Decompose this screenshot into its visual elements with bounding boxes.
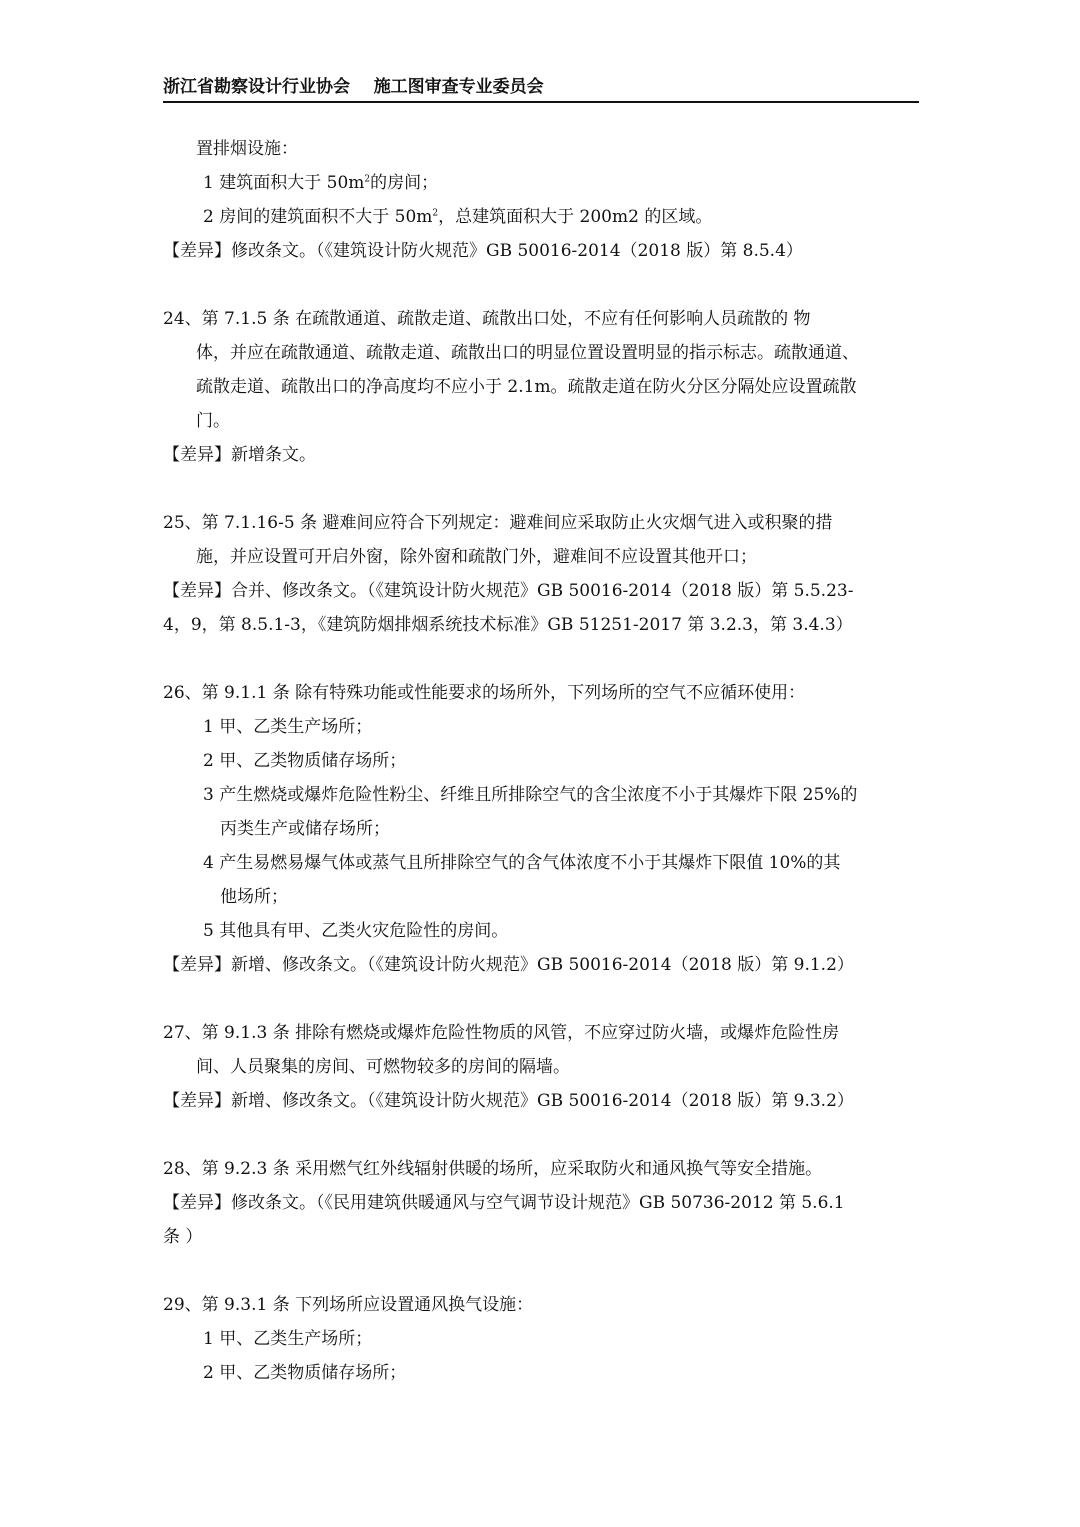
difference-note: 【差异】新增、修改条文。（《建筑设计防火规范》GB 50016-2014（2018 版）第 9.1.2） <box>163 955 854 975</box>
list-item: 2 甲、乙类物质储存场所； <box>203 1363 407 1383</box>
list-item: 4 产生易燃易爆气体或蒸气且所排除空气的含气体浓度不小于其爆炸下限值 10%的其 <box>203 853 841 873</box>
difference-note: 【差异】修改条文。（《建筑设计防火规范》GB 50016-2014（2018 版）第 8.5.4） <box>163 241 803 261</box>
text-line: 间、人员聚集的房间、可燃物较多的房间的隔墙。 <box>196 1057 570 1077</box>
list-item: 2 甲、乙类物质储存场所； <box>203 751 407 771</box>
difference-note: 【差异】合并、修改条文。（《建筑设计防火规范》GB 50016-2014（2018 版）第 5.5.23- <box>163 581 854 601</box>
text-line: 门。 <box>196 411 230 431</box>
list-item: 1 甲、乙类生产场所； <box>203 1329 373 1349</box>
list-item: 3 产生燃烧或爆炸危险性粉尘、纤维且所排除空气的含尘浓度不小于其爆炸下限 25%的 <box>203 785 858 805</box>
difference-label: 【差异】 <box>163 241 231 261</box>
text-line: 4，9，第 8.5.1-3，《建筑防烟排烟系统技术标准》GB 51251-2017 第 3.2.3，第 3.4.3） <box>163 615 853 635</box>
header-org: 浙江省勘察设计行业协会 <box>163 77 350 97</box>
list-item: 1 甲、乙类生产场所； <box>203 717 373 737</box>
clause-heading: 29、第 9.3.1 条 下列场所应设置通风换气设施： <box>163 1295 534 1315</box>
text-line: 体，并应在疏散通道、疏散走道、疏散出口的明显位置设置明显的指示标志。疏散通道、 <box>196 343 859 363</box>
text-line: 条 ） <box>163 1227 203 1247</box>
text-line: 他场所； <box>220 887 288 907</box>
difference-label: 【差异】 <box>163 1193 231 1213</box>
list-item: 5 其他具有甲、乙类火灾危险性的房间。 <box>203 921 509 941</box>
difference-note: 【差异】新增条文。 <box>163 445 316 465</box>
header-committee: 施工图审查专业委员会 <box>373 77 544 97</box>
clause-heading: 27、第 9.1.3 条 排除有燃烧或爆炸危险性物质的风管，不应穿过防火墙，或爆炸危险性房 <box>163 1023 840 1043</box>
page-header <box>163 76 919 103</box>
difference-note: 【差异】修改条文。（《民用建筑供暖通风与空气调节设计规范》GB 50736-2012 第 5.6.1 <box>163 1193 845 1213</box>
difference-label: 【差异】 <box>163 581 231 601</box>
text-line: 丙类生产或储存场所； <box>220 819 390 839</box>
clause-heading: 26、第 9.1.1 条 除有特殊功能或性能要求的场所外，下列场所的空气不应循环使用： <box>163 683 806 703</box>
difference-label: 【差异】 <box>163 445 231 465</box>
text-line: 疏散走道、疏散出口的净高度均不应小于 2.1m。疏散走道在防火分区分隔处应设置疏散 <box>196 377 857 397</box>
difference-label: 【差异】 <box>163 955 231 975</box>
text-line: 置排烟设施： <box>196 139 298 159</box>
text-line: 施，并应设置可开启外窗，除外窗和疏散门外，避难间不应设置其他开口； <box>196 547 757 567</box>
clause-heading: 28、第 9.2.3 条 采用燃气红外线辐射供暖的场所，应采取防火和通风换气等安全措施。 <box>163 1159 823 1179</box>
difference-label: 【差异】 <box>163 1091 231 1111</box>
text-line: 2 房间的建筑面积不大于 $50m^2$，总建筑面积大于 200m2 的区域。 <box>203 207 713 227</box>
difference-note: 【差异】新增、修改条文。（《建筑设计防火规范》GB 50016-2014（2018 版）第 9.3.2） <box>163 1091 854 1111</box>
clause-heading: 24、第 7.1.5 条 在疏散通道、疏散走道、疏散出口处，不应有任何影响人员疏散的 物 <box>163 309 811 329</box>
text-line: 1 建筑面积大于 $50m^2$的房间； <box>203 173 439 193</box>
clause-heading: 25、第 7.1.16-5 条 避难间应符合下列规定：避难间应采取防止火灾烟气进入或积聚的措 <box>163 513 833 533</box>
